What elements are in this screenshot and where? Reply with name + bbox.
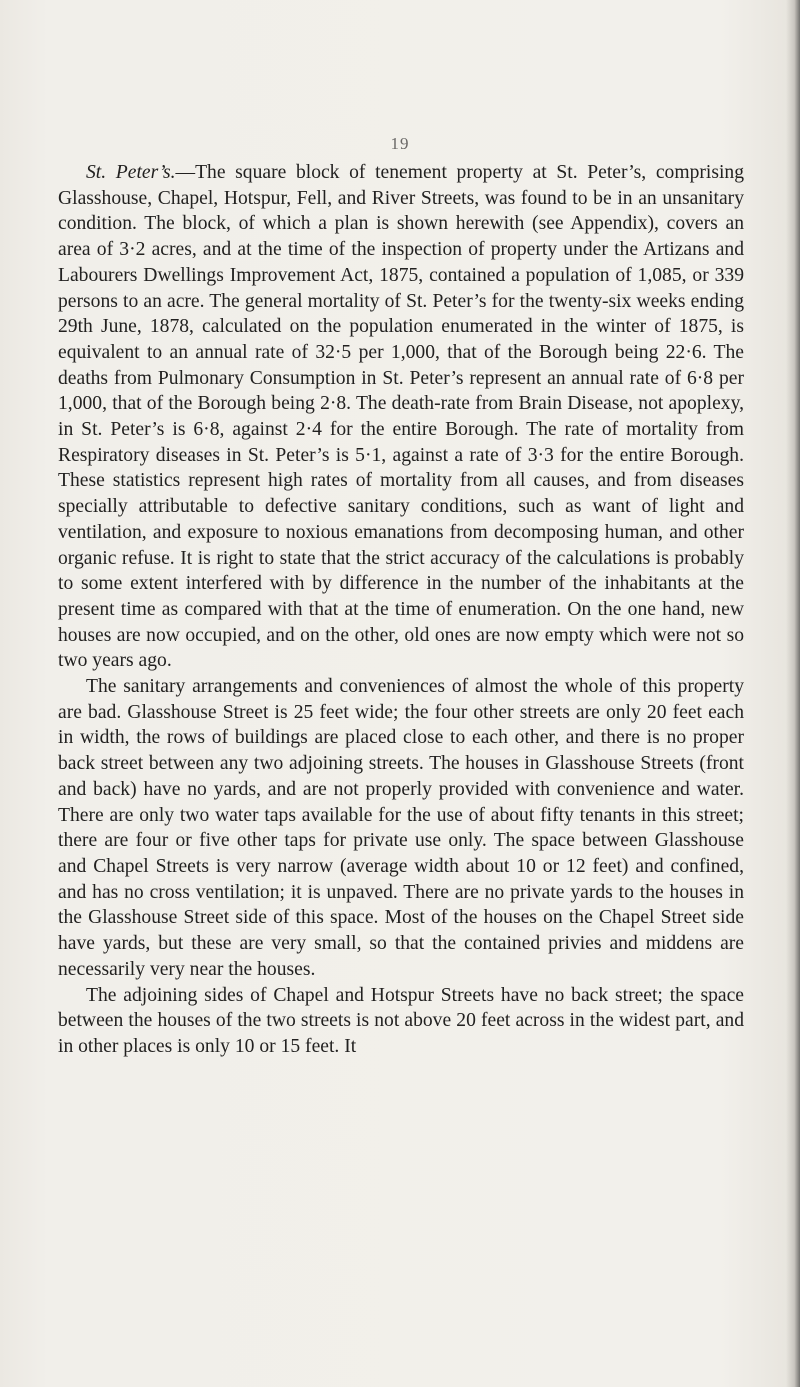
paragraph-1-text: —The square block of tenement property at St. Peter’s, comprising Glasshouse, Chapel, Hotspur, Fell, and River Streets, was found to be in an unsanitary condition. The block, of which a plan is shown herewith (see Appendix), covers an area of 3·2 acres, and at the time of the inspection of property under the Artizans and Labourers Dwellings Improvement Act, 1875, contained a population of 1,085, or 339 persons to an acre. The general mortality of St. Peter’s for the twenty-six weeks ending 29th June, 1878, calculated on the population enumerated in the winter of 1875, is equivalent to an annual rate of 32·5 per 1,000, that of the Borough being 22·6. The deaths from Pulmonary Consumption in St. Peter’s represent an annual rate of 6·8 per 1,000, that of the Borough being 2·8. The death-rate from Brain Disease, not apoplexy, in St. Peter’s is 6·8, against 2·4 for the entire Borough. The rate of mortality from Respiratory diseases in St. Peter’s is 5·1, against a rate of 3·3 for the entire Borough. These statistics represent high rates of mortality from all causes, and from diseases specially attributable to defective sanitary conditions, such as want of light and ventilation, and exposure to noxious emanations from decomposing human, and other organic refuse. It is right to state that the strict accuracy of the calculations is probably to some extent interfered with by difference in the number of the inhabitants at the present time as compared with that at the time of enumeration. On the one hand, new houses are now occupied, and on the other, old ones are now empty which were not so two years ago.	[58, 162, 744, 672]
paragraph-chapel-hotspur: The adjoining sides of Chapel and Hotspur Streets have no back street; the space between the houses of the two streets is not above 20 feet across in the widest part, and in other places is only 10 or 15 feet. It	[58, 984, 744, 1057]
section-heading-st-peters: St. Peter’s.	[86, 162, 176, 183]
paragraph-st-peters	[58, 160, 744, 674]
page-edge-shadow	[786, 0, 800, 1387]
body-text	[58, 160, 744, 1060]
paragraph-sanitary-arrangements: The sanitary arrangements and conveniences of almost the whole of this property are bad. Glasshouse Street is 25 feet wide; the four other streets are only 20 feet each in width, the rows of buildings are placed close to each other, and there is no proper back street between any two adjoining streets. The houses in Glasshouse Streets (front and back) have no yards, and are not properly provided with convenience and water. There are only two water taps available for the use of about fifty tenants in this street; there are four or five other taps for private use only. The space between Glasshouse and Chapel Streets is very narrow (average width about 10 or 12 feet) and confined, and has no cross ventilation; it is unpaved. There are no private yards to the houses in the Glasshouse Street side of this space. Most of the houses on the Chapel Street side have yards, but these are very small, so that the contained privies and middens are necessarily very near the houses.	[58, 676, 744, 980]
page-number: 19	[390, 134, 410, 153]
